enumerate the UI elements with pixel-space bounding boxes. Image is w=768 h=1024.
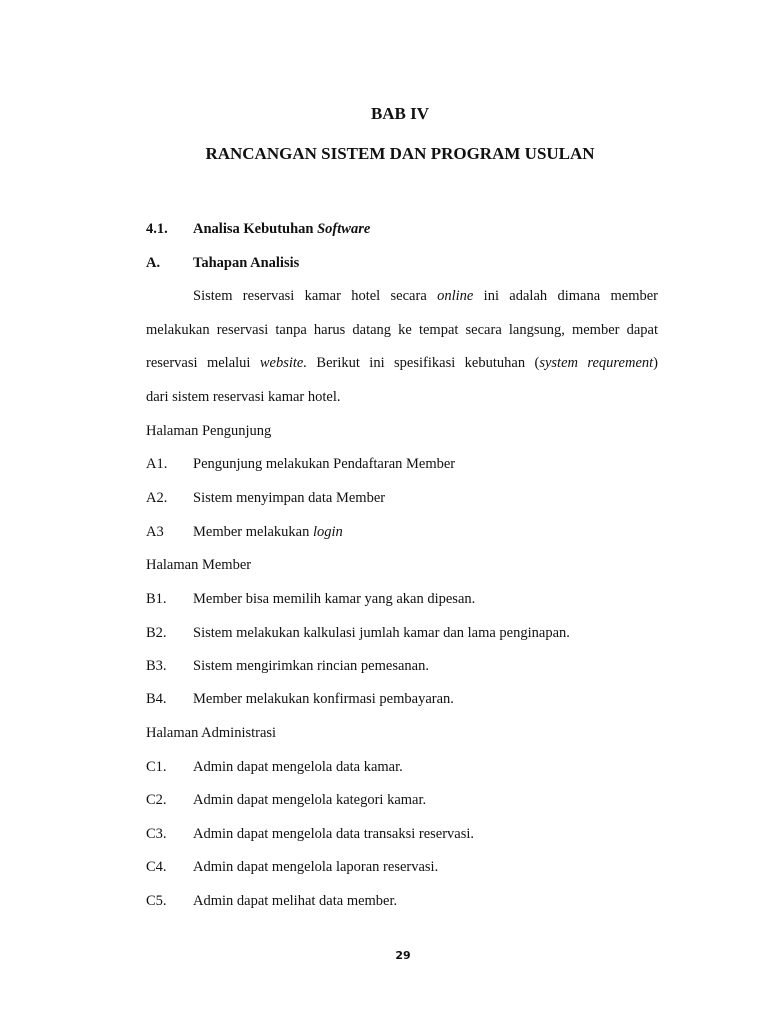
list-item-text: Admin dapat mengelola data transaksi reservasi. <box>193 826 475 842</box>
paragraph-line-4: dari sistem reservasi kamar hotel. <box>146 389 341 405</box>
list-item-label: A3 <box>146 524 164 540</box>
list-item-text: Sistem mengirimkan rincian pemesanan. <box>193 658 429 674</box>
chapter-title: RANCANGAN SISTEM DAN PROGRAM USULAN <box>205 144 595 163</box>
list-item-text: Member melakukan konfirmasi pembayaran. <box>193 691 454 707</box>
list-item-text: Sistem melakukan kalkulasi jumlah kamar dan lama penginapan. <box>193 625 570 641</box>
list-item-text: Member bisa memilih kamar yang akan dipesan. <box>193 591 476 607</box>
paragraph-line-3: reservasi melalui website. Berikut ini spesifikasi kebutuhan (system requrement) <box>146 355 658 371</box>
list-item-text: Admin dapat mengelola kategori kamar. <box>193 792 427 808</box>
list-item-label: C1. <box>146 759 167 775</box>
list-item-label: C4. <box>146 859 167 875</box>
group-heading-member: Halaman Member <box>146 557 252 573</box>
subsection-label: A. <box>146 255 161 271</box>
list-item-label: C3. <box>146 826 167 842</box>
list-item-label: A2. <box>146 490 168 506</box>
list-item-label: B4. <box>146 691 167 707</box>
list-item-label: B3. <box>146 658 167 674</box>
list-item-label: A1. <box>146 456 168 472</box>
chapter-heading: BAB IV <box>370 104 430 123</box>
list-item-text: Admin dapat mengelola data kamar. <box>193 759 403 775</box>
list-item-label: B1. <box>146 591 167 607</box>
group-heading-administrasi: Halaman Administrasi <box>146 725 277 741</box>
page-number: 29 <box>395 949 411 962</box>
section-title: Analisa Kebutuhan Software <box>193 221 371 237</box>
paragraph-line-2: melakukan reservasi tanpa harus datang ke tempat secara langsung, member dapat <box>146 322 658 338</box>
list-item-label: C2. <box>146 792 167 808</box>
list-item-text: Sistem menyimpan data Member <box>193 490 386 506</box>
list-item-text: Admin dapat mengelola laporan reservasi. <box>193 859 439 875</box>
list-item-label: C5. <box>146 893 167 909</box>
list-item-text: Pengunjung melakukan Pendaftaran Member <box>193 456 456 472</box>
paragraph-line-1: Sistem reservasi kamar hotel secara online ini adalah dimana member <box>193 288 658 304</box>
list-item-text: Admin dapat melihat data member. <box>193 893 398 909</box>
subsection-title: Tahapan Analisis <box>193 255 300 271</box>
section-number: 4.1. <box>146 221 168 237</box>
list-item-text: Member melakukan login <box>193 524 343 540</box>
list-item-label: B2. <box>146 625 167 641</box>
group-heading-pengunjung: Halaman Pengunjung <box>146 423 272 439</box>
